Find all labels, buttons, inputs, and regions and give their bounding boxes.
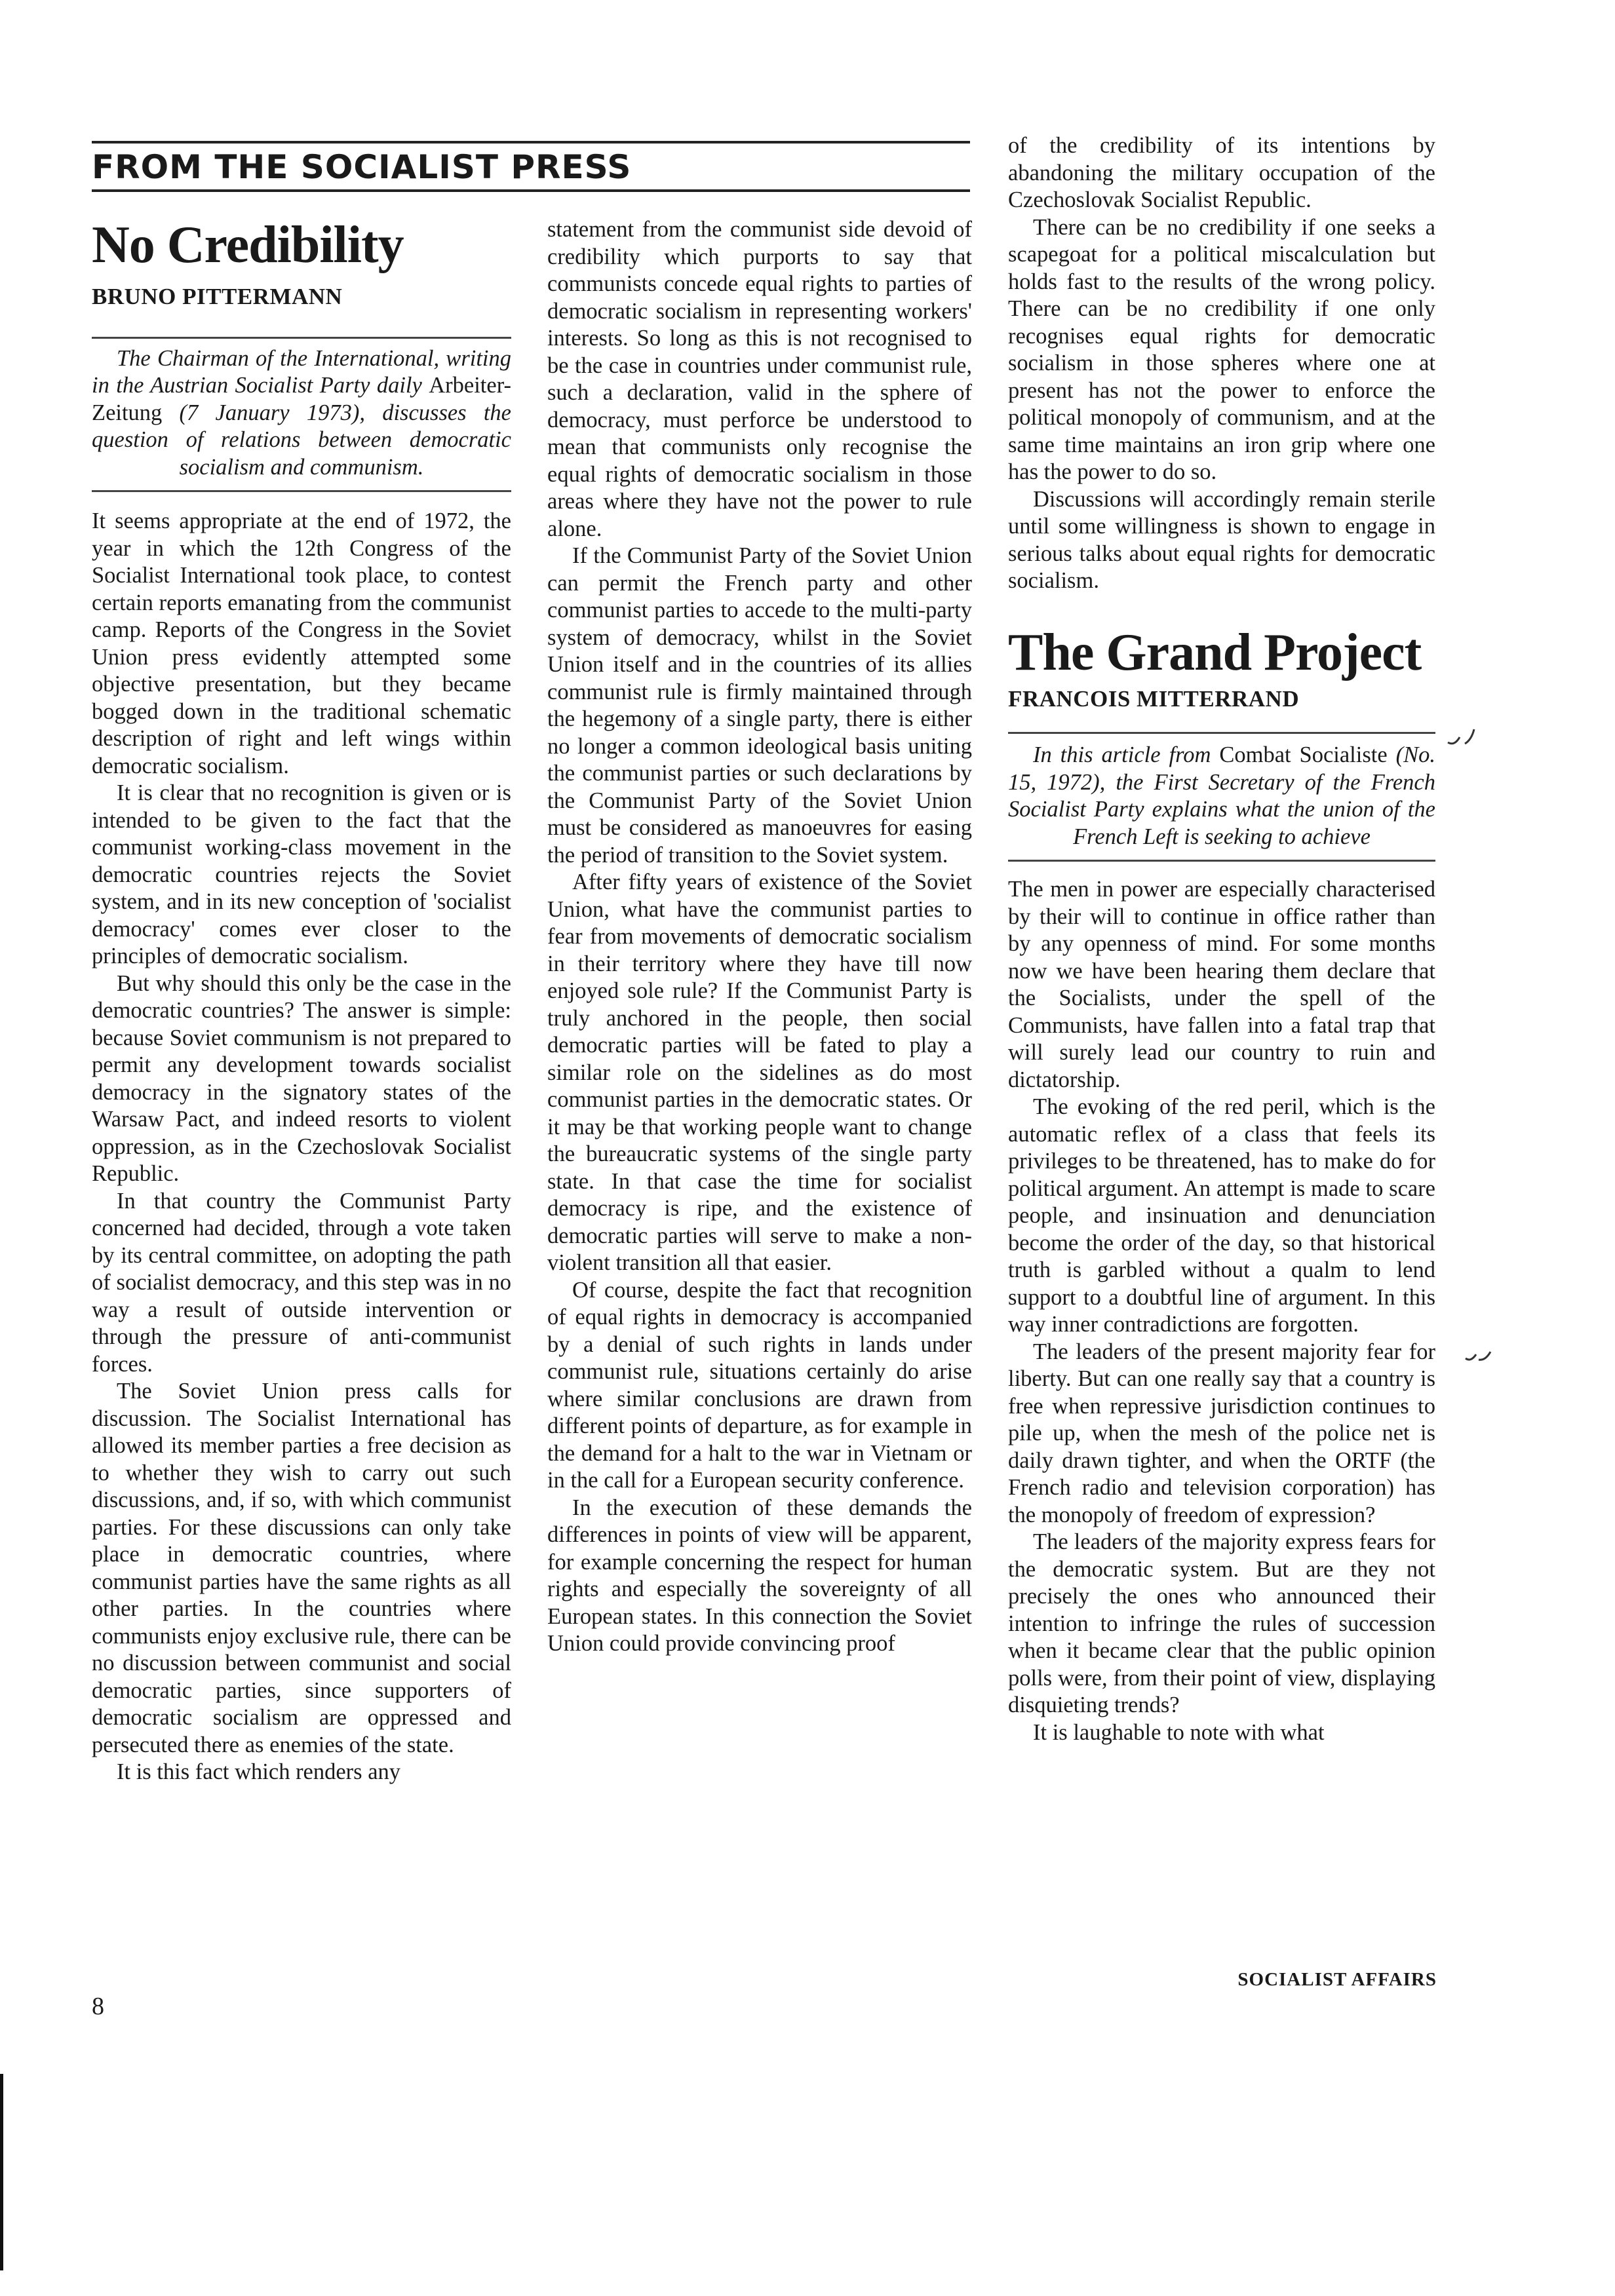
scan-edge-line [0, 2074, 3, 2270]
paragraph: It seems appropriate at the end of 1972, the year in which the 12th Congress of the Socialist International took place, to contest certain reports emanating from the communist camp. Reports of the Congress in the Soviet Union press evidently attempted some objective presentation, but they became bogged down in the traditional schematic description of right and left wings within democratic socialism. [92, 508, 511, 778]
header-rule-top [92, 141, 970, 144]
paragraph: There can be no credibility if one seeks a scapegoat for a political miscalculation but holds fast to the results of the wrong policy. There can be no credibility if one only recognises equal rights for democratic socialism in those spheres where one at present has not the power to enforce the political monopoly of communism, and at the same time maintains an iron grip where one has the power to do so. [1008, 214, 1435, 484]
article-1-intro [92, 345, 511, 482]
article-2-rule-top [1008, 732, 1435, 734]
pen-mark-2 [1463, 1347, 1496, 1366]
article-2-intro-part-3: (No. 15, 1972), the First Secretary of the French Socialist Party explains what the union of the French Left is seeking to achieve [1008, 742, 1436, 849]
publication-name: SOCIALIST AFFAIRS [1237, 1969, 1437, 1990]
paragraph: The leaders of the present majority fear for liberty. But can one really say that a country is free when repressive jurisdiction continues to pile up, when the mesh of the police net is daily drawn tighter, and when the ORTF (the French radio and television corporation) has the monopoly of freedom of expression? [1008, 1339, 1435, 1527]
column-1 [92, 216, 511, 1786]
paragraph: statement from the communist side devoid of credibility which purports to say that communists concede equal rights to parties of democratic socialism in representing workers' interests. So long as this is not recognised to be the case in countries under communist rule, such a declaration, valid in the sphere of democracy, must perforce be understood to mean that communists only recognise the equal rights of democratic socialism in those areas where they have not the power to rule alone. [547, 217, 972, 541]
article-1-rule-top [92, 337, 511, 339]
article-1-intro-source: Arbeiter-Zeitung [92, 373, 511, 425]
paragraph: In the execution of these demands the differences in points of view will be apparent, for example concerning the respect for human rights and especially the sovereignty of all European states. In this connection the Soviet Union could provide convincing proof [547, 1495, 972, 1656]
paragraph: The leaders of the majority express fears for the democratic system. But are they not precisely the ones who announced their intention to infringe the rules of succession when it became clear that the public opinion polls were, from their point of view, displaying disquieting trends? [1008, 1529, 1435, 1717]
article-2-rule-bottom [1008, 860, 1435, 862]
article-1-byline: BRUNO PITTERMANN [92, 284, 343, 309]
column-2 [547, 216, 972, 1658]
paragraph: The Soviet Union press calls for discussion. The Socialist International has allowed its member parties a free decision as to whether they wish to carry out such discussions, and, if so, with which communist parties. For these discussions can only take place in democratic countries, where communist parties have the same rights as all other parties. In the countries where communists enjoy exclusive rule, there can be no discussion between communist and social democratic parties, since supporters of democratic socialism are oppressed and persecuted there as enemies of the state. [92, 1379, 511, 1757]
column-3 [1008, 132, 1435, 1746]
paragraph: After fifty years of existence of the Soviet Union, what have the communist parties to fear from movements of democratic socialism in their territory where they have till now enjoyed sole rule? If the Communist Party is truly anchored in the people, then social democratic parties will be fated to play a similar role on the sidelines as do most communist parties in the democratic states. Or it may be that working people want to change the bureaucratic systems of the single party state. In that case the time for socialist democracy is ripe, and the existence of democratic parties will serve to make a non-violent transition all that easier. [547, 870, 972, 1275]
paragraph: The men in power are especially characterised by their will to continue in office rather than by any openness of mind. For some months now we have been hearing them declare that the Socialists, under the spell of the Communists, have fallen into a fatal trap that will surely lead our country to ruin and dictatorship. [1008, 877, 1435, 1092]
paragraph: Of course, despite the fact that recognition of equal rights in democracy is accompanied by a denial of such rights in lands under communist rule, situations certainly do arise where similar conclusions are drawn from different points of departure, as for example in the demand for a halt to the war in Vietnam or in the call for a European security conference. [547, 1277, 972, 1493]
paragraph: Discussions will accordingly remain sterile until some willingness is shown to engage in serious talks about equal rights for democratic socialism. [1008, 486, 1435, 593]
paragraph: It is clear that no recognition is given or is intended to be given to the fact that the communist working-class movement in the democratic countries rejects the Soviet system, and in its new conception of 'socialist democracy' comes ever closer to the principles of democratic socialism. [92, 780, 511, 968]
paragraph: It is laughable to note with what [1033, 1719, 1325, 1745]
article-2-intro-part-1: In this article from [1033, 742, 1220, 767]
article-2-intro [1008, 742, 1435, 851]
paragraph: If the Communist Party of the Soviet Union can permit the French party and other communist parties to accede to the multi-party system of democracy, whilst in the Soviet Union itself and in the countries of its allies communist rule is firmly maintained through the hegemony of a single party, there is either no longer a common ideological basis uniting the communist parties or such declarations by the Communist Party of the Soviet Union must be considered as manoeuvres for easing the period of transition to the Soviet system. [547, 543, 972, 868]
article-2-byline: FRANCOIS MITTERRAND [1008, 685, 1300, 712]
article-1-rule-bottom [92, 490, 511, 492]
section-title: FROM THE SOCIALIST PRESS [92, 148, 632, 186]
paragraph: In that country the Communist Party concerned had decided, through a vote taken by its central committee, on adopting the path of socialist democracy, and this step was in no way a result of outside intervention or through the pressure of anti-communist forces. [92, 1188, 511, 1377]
paragraph: The evoking of the red peril, which is the automatic reflex of a class that feels its privileges to be threatened, has to make do for political argument. An attempt is made to scare people, and insinuation and denunciation become the order of the day, so that historical truth is garbled without a qualm to lend support to a doubtful line of argument. In this way inner contradictions are forgotten. [1008, 1094, 1435, 1337]
header-rule-bottom [92, 189, 970, 192]
paragraph: It is this fact which renders any [117, 1759, 401, 1784]
article-1-intro-part-3: (7 January 1973), discusses the question of relations between democratic socialism and communism. [92, 400, 511, 480]
paragraph: But why should this only be the case in the democratic countries? The answer is simple: because Soviet communism is not prepared to permit any development towards socialist democracy in the signatory states of the Warsaw Pact, and indeed resorts to violent oppression, as in the Czechoslovak Socialist Republic. [92, 970, 511, 1186]
article-2-intro-source: Combat Socialiste [1219, 742, 1388, 767]
page-number: 8 [92, 1993, 104, 2020]
article-2-title: The Grand Project [1008, 623, 1422, 681]
section-header [92, 141, 970, 192]
pen-mark-1 [1445, 724, 1478, 750]
article-1-intro-part-1: The Chairman of the International, writing in the Austrian Socialist Party daily [92, 345, 511, 398]
article-1-title: No Credibility [92, 216, 404, 274]
paragraph: of the credibility of its intentions by abandoning the military occupation of the Czechoslovak Socialist Republic. [1008, 133, 1435, 212]
